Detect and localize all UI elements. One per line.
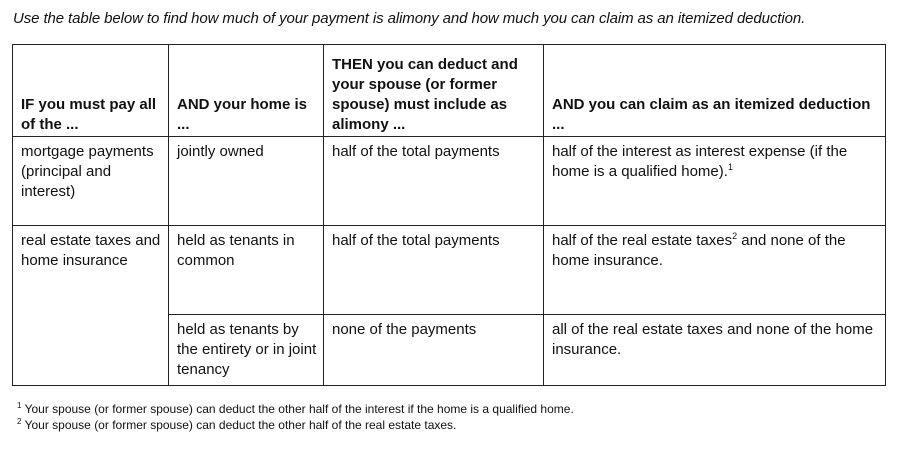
footnote-marker: 2 xyxy=(732,231,738,241)
deduction-text: half of the real estate taxes xyxy=(552,232,733,249)
footnote-text: Your spouse (or former spouse) can deduct the other half of the real estate taxes. xyxy=(24,418,457,432)
footnote-marker: 1 xyxy=(17,401,22,410)
home-ownership-cell: held as tenants by the entirety or in joint tenancy xyxy=(169,315,324,386)
table-row xyxy=(13,226,886,315)
deduction-text-tail: and none of the home insurance. xyxy=(552,232,846,269)
payment-type-cell: real estate taxes and home insurance xyxy=(13,226,169,386)
header-alimony: THEN you can deduct and your spouse (or former spouse) must include as alimony ... xyxy=(324,45,544,137)
footnote-marker: 2 xyxy=(17,417,22,426)
footnote-text: Your spouse (or former spouse) can deduct the other half of the interest if the home is a qualified home. xyxy=(24,402,574,416)
home-ownership-cell: jointly owned xyxy=(169,137,324,226)
deduction-text: half of the interest as interest expense (if the home is a qualified home). xyxy=(552,143,848,180)
footnote-2 xyxy=(17,417,574,433)
home-ownership-cell: held as tenants in common xyxy=(169,226,324,315)
header-itemized-deduction: AND you can claim as an itemized deduction ... xyxy=(544,45,886,137)
deduction-cell: all of the real estate taxes and none of the home insurance. xyxy=(544,315,886,386)
deduction-cell xyxy=(544,137,886,226)
alimony-cell: none of the payments xyxy=(324,315,544,386)
alimony-deduction-table xyxy=(12,44,886,386)
header-home-ownership: AND your home is ... xyxy=(169,45,324,137)
alimony-cell: half of the total payments xyxy=(324,226,544,315)
header-if-you-must-pay: IF you must pay all of the ... xyxy=(13,45,169,137)
footnotes xyxy=(17,401,574,433)
deduction-cell xyxy=(544,226,886,315)
payment-type-cell: mortgage payments (principal and interest) xyxy=(13,137,169,226)
header-row xyxy=(13,45,886,137)
alimony-cell: half of the total payments xyxy=(324,137,544,226)
footnote-marker: 1 xyxy=(727,162,733,172)
table-row xyxy=(13,137,886,226)
table-instructions: Use the table below to find how much of your payment is alimony and how much you can claim as an itemized deduction. xyxy=(13,10,806,27)
footnote-1 xyxy=(17,401,574,417)
